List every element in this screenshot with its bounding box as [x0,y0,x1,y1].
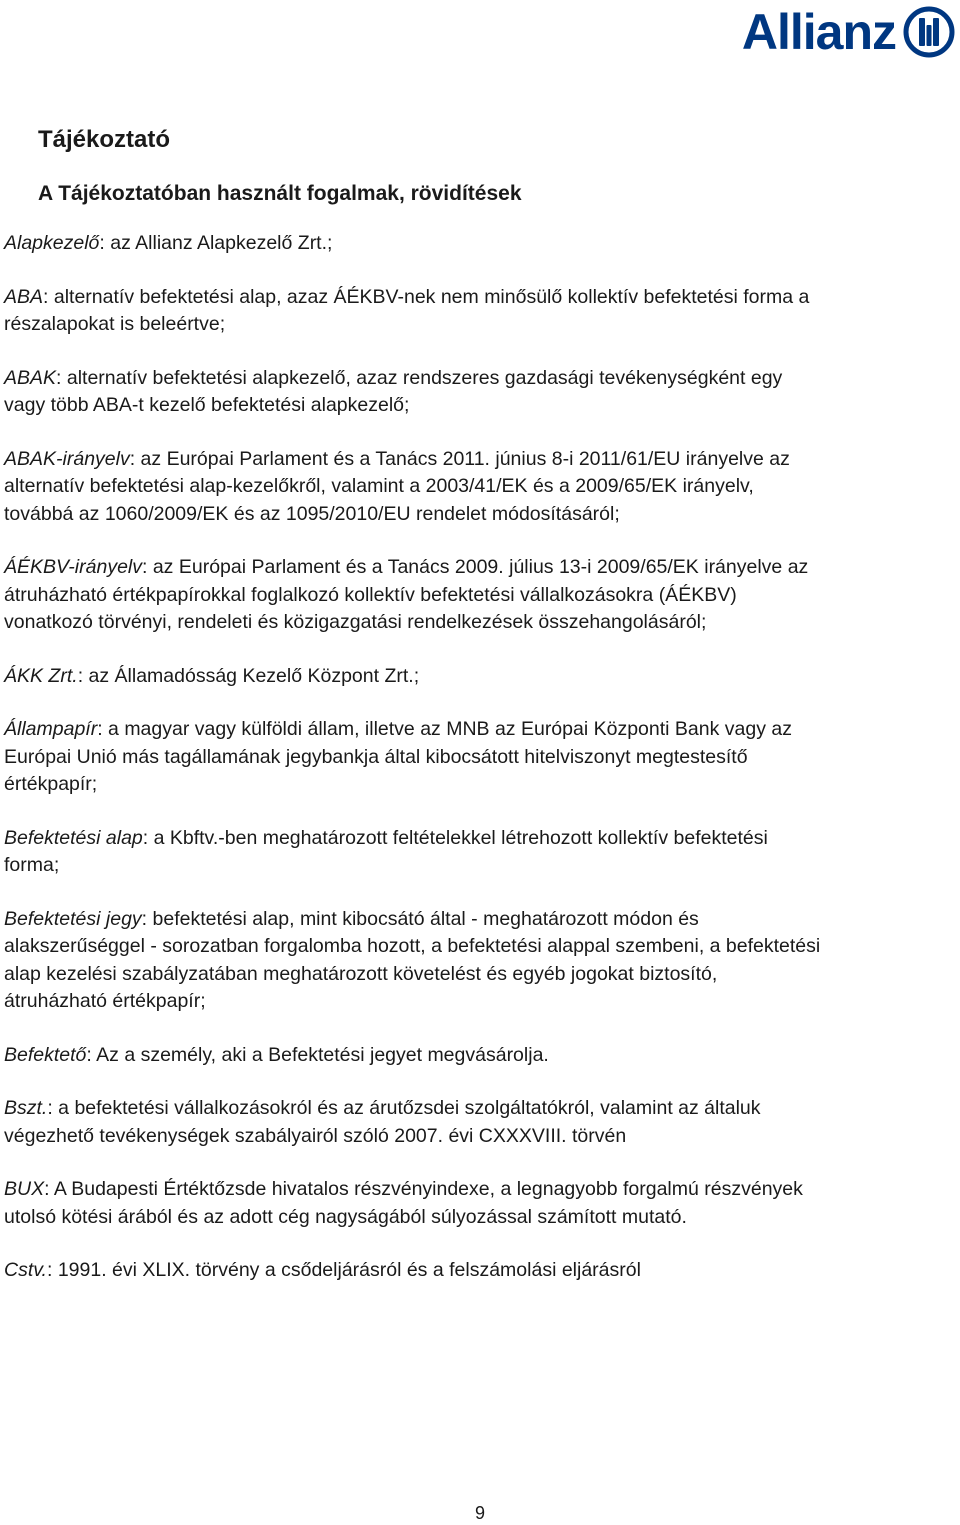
definition-term: Állampapír [4,718,98,740]
definition-term: BUX [4,1178,45,1200]
definition-text: : az Európai Parlament és a Tanács 2009. július 13-i 2009/65/EK irányelve az átruházható értékpapírokkal foglalkozó kollektív befektetési vállalkozásokra (ÁÉKBV) vonatkozó törvényi, rendeleti és közigazgatási rendelkezések összehangolásáról; [4,556,809,633]
definition-entry [4,1042,824,1070]
definition-entry [4,716,824,799]
definition-term: Bszt. [4,1097,48,1119]
definition-term: ABA [4,285,44,308]
definition-term: ÁKK Zrt. [4,664,78,687]
definition-text: : a magyar vagy külföldi állam, illetve az MNB az Európai Központi Bank vagy az Európai Unió más tagállamának jegybankja által kibocsátott hitelviszonyt megtestesítő értékpapír; [4,718,792,795]
allianz-logo [742,4,956,60]
definition-entry [4,1176,824,1231]
definition-list [4,230,824,1311]
definition-text: : alternatív befektetési alap, azaz ÁÉKBV-nek nem minősülő kollektív befektetési forma a részalapokat is beleértve; [4,285,810,335]
definition-text: : Az a személy, aki a Befektetési jegyet megvásárolja. [86,1043,549,1066]
definition-text: : befektetési alap, mint kibocsátó által - meghatározott módon és alakszerűséggel - sorozatban forgalomba hozott, a befektetési alappal szembeni, a befektetési alap kezelési szabályzatában meghatározott követelést és egyéb jogokat biztosító, átruházható értékpapír; [4,907,821,1012]
definition-text: : a Kbftv.-ben meghatározott feltételekkel létrehozott kollektív befektetési forma; [4,826,768,876]
definition-term: Befektető [4,1043,87,1066]
definition-entry [4,1095,824,1150]
definition-term: ÁÉKBV-irányelv [4,556,142,578]
definition-entry [4,230,824,258]
definition-entry [4,284,824,339]
definition-term: Befektetési alap [4,826,143,849]
logo-wordmark: Allianz [741,4,896,60]
definition-entry [4,906,824,1016]
definition-text: : alternatív befektetési alapkezelő, azaz rendszeres gazdasági tevékenységként egy vagy több ABA-t kezelő befektetési alapkezelő; [4,366,783,416]
definition-text: : az Államadósság Kezelő Központ Zrt.; [77,664,420,687]
definition-entry [4,1257,824,1285]
definition-text: : 1991. évi XLIX. törvény a csődeljárásról és a felszámolási eljárásról [46,1259,641,1281]
definition-term: Cstv. [4,1259,47,1281]
definition-term: ABAK-irányelv [4,447,130,470]
definition-term: Befektetési jegy [4,907,142,930]
definition-term: ABAK [4,366,57,389]
page-number: 9 [474,1503,485,1523]
definition-text: : az Allianz Alapkezelő Zrt.; [99,232,333,254]
section-subtitle: A Tájékoztatóban használt fogalmak, rövidítések [38,182,522,205]
definition-entry [4,554,824,637]
definition-term: Alapkezelő [4,232,100,254]
definition-text: : a befektetési vállalkozásokról és az árutőzsdei szolgáltatókról, valamint az általuk végezhető tevékenységek szabályairól szóló 2007. évi CXXXVIII. törvén [4,1097,761,1147]
definition-entry [4,446,824,529]
definition-text: : az Európai Parlament és a Tanács 2011. június 8-i 2011/61/EU irányelve az alternatív befektetési alap-kezelőkről, valamint a 2003/41/EK és a 2009/65/EK irányelv, továbbá az 1060/2009/EK és az 1095/2010/EU rendelet módosításáról; [4,447,790,525]
definition-entry [4,365,824,420]
allianz-eagle-icon [902,5,956,59]
definition-entry [4,663,824,691]
definition-entry [4,825,824,880]
definition-text: : A Budapesti Értéktőzsde hivatalos részvényindexe, a legnagyobb forgalmú részvények utolsó kötési árából és az adott cég nagyságából súlyozással számított mutató. [4,1178,803,1228]
page-title: Tájékoztató [38,126,171,153]
